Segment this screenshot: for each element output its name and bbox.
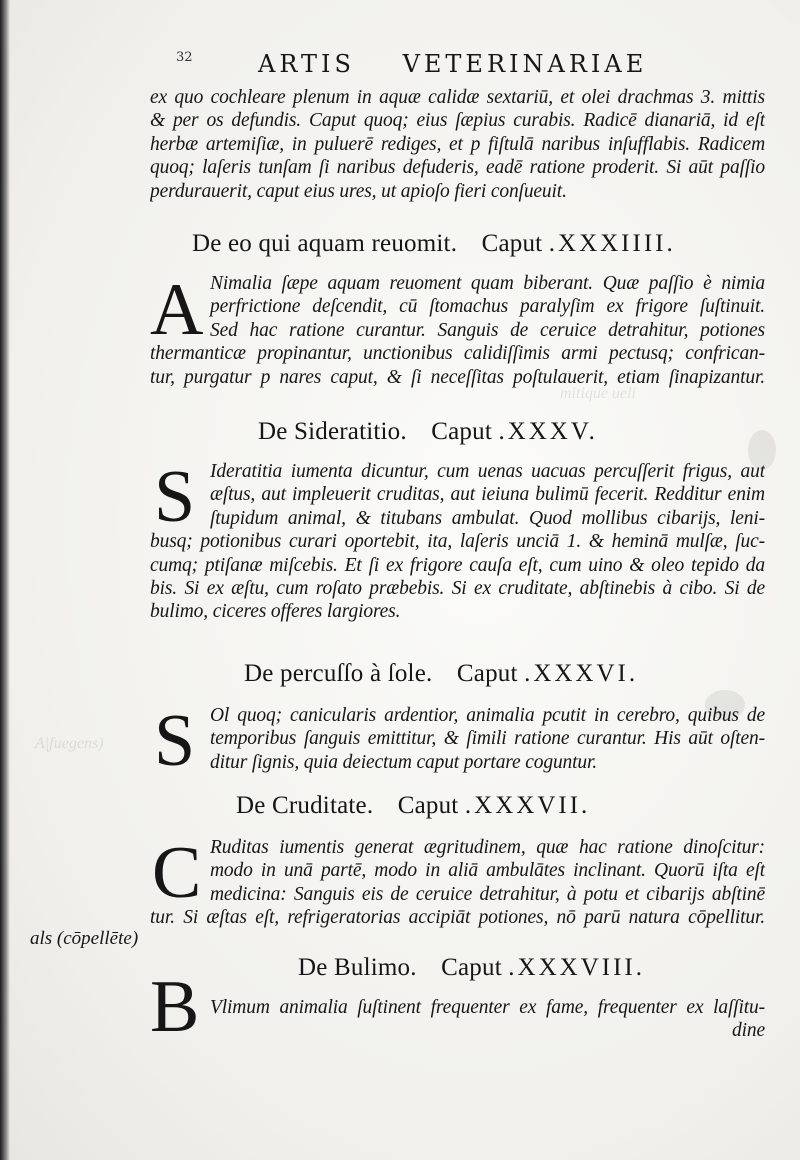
chapter-title: De eo qui aquam reuomit.	[192, 230, 458, 257]
text-line: & per os defundis. Caput quoq; eius ſæpius curabis. Radicē dianariā, id eſt	[150, 110, 765, 132]
chapter-body	[150, 456, 765, 624]
chapter-caput: Caput	[481, 230, 543, 257]
drop-initial: S	[154, 456, 196, 538]
chapter-numeral: .XXXIIII.	[548, 230, 676, 257]
drop-initial: C	[152, 832, 202, 914]
chapter-title: De Bulimo.	[298, 954, 417, 981]
chapter-caput: Caput	[431, 418, 492, 445]
text-line: perfrictione deſcendit, cū ſtomachus paralyſim ex frigore ſuſtinuit.	[210, 296, 765, 318]
drop-initial: A	[150, 269, 204, 351]
intro-paragraph	[150, 86, 765, 203]
text-line: Ruditas iumentis generat ægritudinem, quæ hac ratione dinoſcitur:	[210, 837, 765, 858]
bleed-through: A|ʃuegens)	[35, 735, 104, 752]
text-line: Nimalia ſæpe aquam reuoment quam biberant. Quæ paſſio è nimia	[210, 273, 765, 294]
text-line: quoq; laſeris tunſam ſi naribus defuderis, eadē ratione proderit. Si aūt paſſio	[150, 157, 765, 179]
text-line: bis. Si ex æſtu, cum roſato præbebis. Si ex cruditate, abſtinebis à cibo. Si de	[150, 577, 765, 599]
running-head-word: ARTIS	[258, 50, 355, 78]
chapter-body	[150, 832, 765, 930]
chapter-title: De Sideratitio.	[258, 418, 407, 445]
text-line: busq; potionibus curari oportebit, ita, laſeris unciā 1. & heminā mulſæ, ſuc-	[150, 531, 765, 553]
binding-edge	[0, 0, 10, 1160]
text-line: modo in unā partē, modo in aliā ambulātes inclinant. Quorū iſta eſt	[210, 860, 765, 882]
chapter-heading	[244, 660, 638, 688]
marginal-annotation: als (cōpellēte)	[30, 928, 139, 949]
chapter-body	[150, 996, 765, 1043]
chapter-heading	[192, 230, 676, 258]
text-line: thermanticæ propinantur, unctionibus calidiſſimis armi pectusq; confrican-	[150, 343, 765, 365]
text-line: tur, purgatur p nares caput, & ſi neceſſitas poſtulauerit, etiam ſinapizantur.	[150, 366, 765, 388]
chapter-numeral: .XXXVI.	[524, 660, 639, 687]
running-head-word: VETERINARIAE	[402, 50, 648, 78]
chapter-caput: Caput	[456, 660, 518, 687]
page-number: 32	[176, 50, 193, 65]
text-line: Ideratitia iumenta dicuntur, cum uenas uacuas percuſſerit frigus, aut	[210, 461, 765, 482]
text-line: medicina: Sanguis eis de ceruice detrahitur, à potu et cibarijs abſtinē	[210, 883, 765, 905]
chapter-heading	[258, 418, 598, 446]
chapter-caput: Caput	[397, 792, 459, 819]
text-line: temporibus ſanguis emittitur, & ſimili ratione curantur. His aūt oſten-	[210, 728, 765, 750]
text-line: tur. Si æſtas eſt, refrigeratorias accipiāt potiones, nō parū natura cōpellitur.	[150, 907, 765, 929]
chapter-heading	[236, 792, 590, 820]
chapter-body	[150, 269, 765, 389]
text-line: Ol quoq; canicularis ardentior, animalia pcutit in cerebro, quibus de	[210, 705, 765, 726]
bleed-through: mitique ueli	[560, 385, 636, 402]
running-head	[258, 50, 647, 78]
text-line: cumq; ptiſanæ miſcebis. Et ſi ex frigore cauſa eſt, cum uino & oleo tepido da	[150, 554, 765, 576]
text-line: dine	[732, 1020, 765, 1042]
text-line: ditur ſignis, quia deiectum caput portare coguntur.	[210, 751, 598, 773]
text-line: ſtupidum animal, & titubans ambulat. Quod mollibus cibarijs, leni-	[210, 507, 765, 529]
text-line: æſtus, aut impleuerit cruditas, aut ieiuna bulimū fecerit. Redditur enim	[210, 484, 765, 506]
drop-initial: B	[150, 966, 200, 1048]
text-line: Vlimum animalia ſuſtinent frequenter ex fame, frequenter ex laſſitu-	[210, 997, 765, 1018]
text-line: perdurauerit, caput eius ures, ut apioſo fieri conſueuit.	[150, 180, 567, 202]
text-line: ex quo cochleare plenum in aquæ calidæ sextariū, et olei drachmas 3. mittis	[150, 87, 765, 108]
text-line: bulimo, ciceres offeres largiores.	[150, 601, 401, 623]
chapter-numeral: .XXXV.	[498, 418, 598, 445]
chapter-numeral: .XXXVII.	[464, 792, 591, 819]
text-line: Sed hac ratione curantur. Sanguis de ceruice detrahitur, potiones	[210, 319, 765, 341]
chapter-body	[150, 700, 765, 782]
chapter-heading	[298, 954, 645, 982]
chapter-numeral: .XXXVIII.	[508, 954, 645, 981]
chapter-title: De Cruditate.	[236, 792, 374, 819]
chapter-title: De percuſſo à ſole.	[244, 660, 433, 687]
drop-initial: S	[154, 700, 196, 782]
text-line: herbæ artemiſiæ, in puluerē rediges, et p fiſtulā naribus inſufflabis. Radicem	[150, 133, 765, 155]
chapter-caput: Caput	[441, 954, 502, 981]
